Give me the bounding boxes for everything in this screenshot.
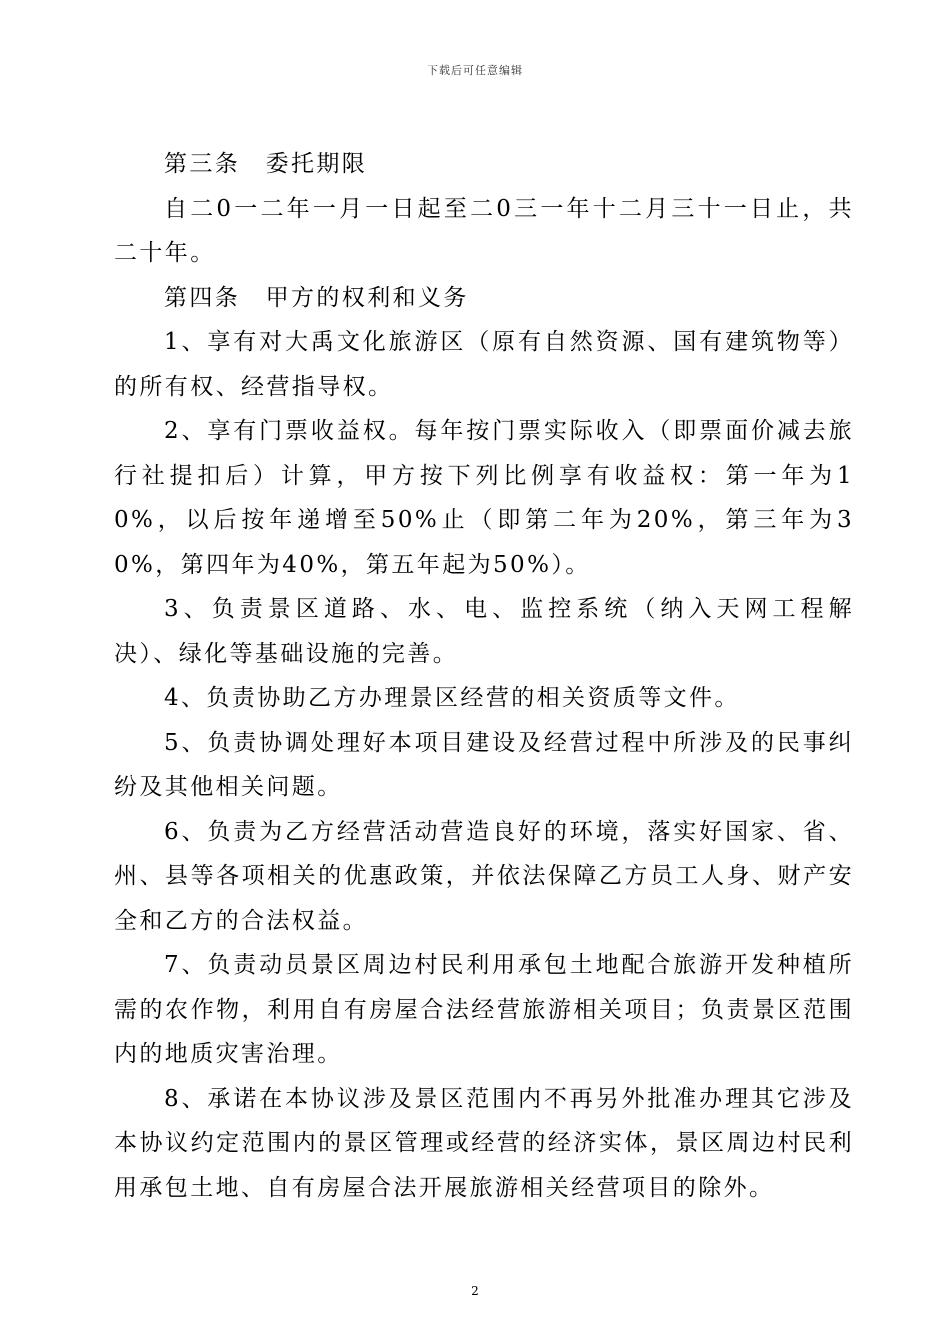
article-3-term-text: 自二0一二年一月一日起至二0三一年十二月三十一日止，共二十年。 — [114, 195, 854, 266]
page-number: 2 — [471, 1284, 479, 1298]
header-edit-note: 下载后可任意编辑 — [427, 64, 523, 77]
article-4-item-3: 3、负责景区道路、水、电、监控系统（纳入天网工程解决）、绿化等基础设施的完善。 — [114, 596, 854, 667]
article-4-item-8: 8、承诺在本协议涉及景区范围内不再另外批准办理其它涉及本协议约定范围内的景区管理或经营的经济实体，景区周边村民利用承包土地、自有房屋合法开展旅游相关经营项目的除外。 — [114, 1085, 854, 1201]
document-body — [114, 142, 854, 1210]
article-4-item-2: 2、享有门票收益权。每年按门票实际收入（即票面价减去旅行社提扣后）计算，甲方按下列比例享有收益权：第一年为10%，以后按年递增至50%止（即第二年为20%，第三年为30%，第四年为40%，第五年起为50%）。 — [114, 418, 854, 578]
article-4-heading: 第四条 甲方的权利和义务 — [164, 284, 469, 311]
article-4-item-7: 7、负责动员景区周边村民利用承包土地配合旅游开发种植所需的农作物，利用自有房屋合法经营旅游相关项目；负责景区范围内的地质灾害治理。 — [114, 952, 854, 1067]
article-4-item-6: 6、负责为乙方经营活动营造良好的环境，落实好国家、省、州、县等各项相关的优惠政策，并依法保障乙方员工人身、财产安全和乙方的合法权益。 — [114, 818, 854, 934]
article-4-item-1: 1、享有对大禹文化旅游区（原有自然资源、国有建筑物等）的所有权、经营指导权。 — [114, 329, 854, 400]
article-4-item-4: 4、负责协助乙方办理景区经营的相关资质等文件。 — [164, 685, 740, 711]
article-4-item-5: 5、负责协调处理好本项目建设及经营过程中所涉及的民事纠纷及其他相关问题。 — [114, 729, 854, 800]
article-3-heading: 第三条 委托期限 — [164, 151, 368, 177]
